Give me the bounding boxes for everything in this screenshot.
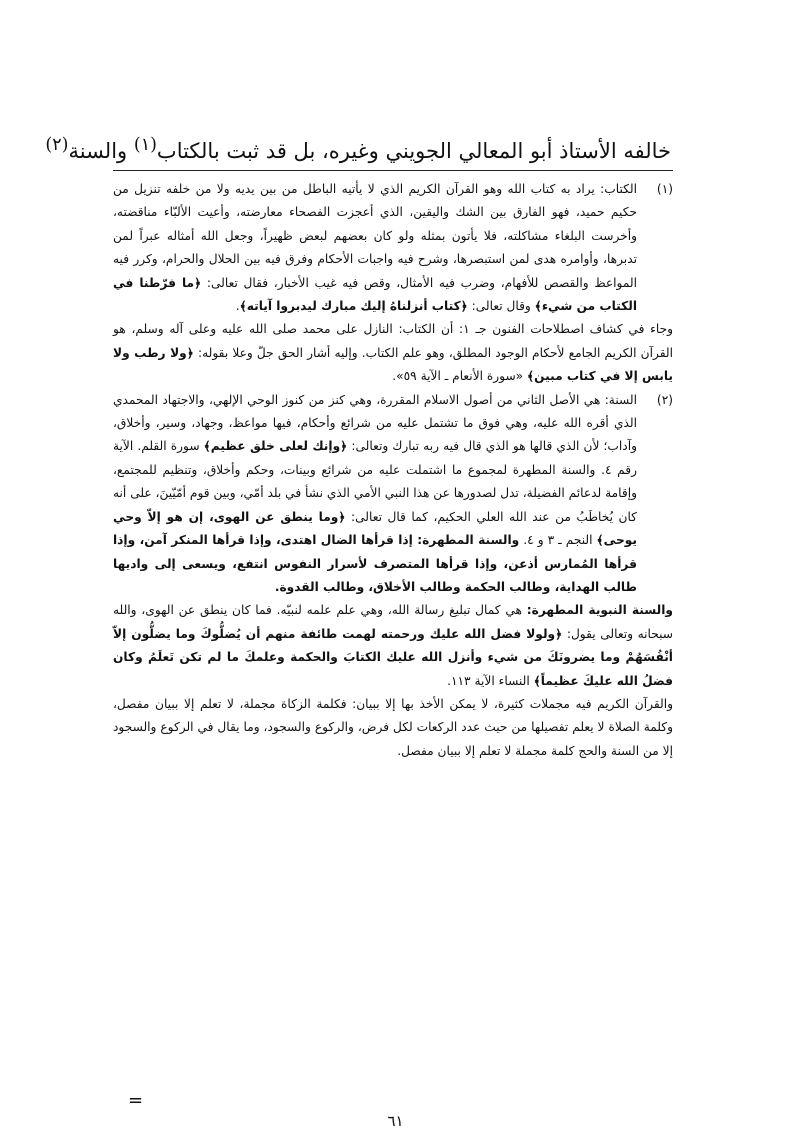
main-text-line <box>45 128 671 168</box>
quoted-text: ﴿ولا رطب ولا يابس إلا في كتاب مبين﴾ <box>113 345 673 384</box>
footnote-text: الكتاب: يراد به كتاب الله وهو القرآن الكريم الذي لا يأتيه الباطل من بين يديه ولا من خلفه تنزيل من حكيم حميد، فهو الفارق بين الشك واليقين، الذي أعجزت الفصحاء معارضته، وأعيت الألبّاء مناقضته، وأخرست البلغاء مشاكلته، فلا يأتون بمثله ولو كان بعضهم لبعض ظهيراً، وجعل الله أمثاله عبراً لمن تدبرها، وأوامره هدى لمن استبصرها، وشرح فيه واجبات الأحكام وفرق فيه بين الحلال والحرام، وكرر فيه المواعظ والقصص للأفهام، وضرب فيه الأمثال، وقص فيه غيب الأخبار، فقال تعالى: <box>113 182 638 290</box>
footnote-text: هي كمال تبليغ رسالة الله، وهي علم علمه لنبيّه. فما كان ينطق عن الهوى، والله سبحانه وتعالى يقول: <box>113 603 673 641</box>
footnote-1 <box>113 178 673 318</box>
footnote-text: النجم ـ ٣ و ٤. <box>519 533 597 548</box>
footnote-number: (١) <box>656 182 673 196</box>
footnote-text: «سورة الأنعام ـ الآية ٥٩». <box>392 369 528 384</box>
footnote-ref-1: (١) <box>133 135 157 155</box>
footnote-number: (٢) <box>656 392 673 407</box>
footnote-separator <box>113 170 673 171</box>
footnote-paragraph <box>113 318 673 388</box>
footnote-text: والقرآن الكريم فيه مجملات كثيرة، لا يمكن الأخذ بها إلا ببيان: فكلمة الزكاة مجملة، لا تعلم إلا ببيان مفصل، وكلمة الصلاة لا يعلم تفصيلها من حيث عدد الركعات لكل فرض، والركوع والسجود، وما يقال في الركوع والسجود إلا من السنة والحج كلمة مجملة لا تعلم إلا ببيان مفصل. <box>113 696 673 758</box>
footnote-text: . <box>235 299 240 314</box>
footnote-paragraph <box>113 693 673 763</box>
quoted-text: ﴿ما فرّطنا في الكتاب من شيء﴾ <box>113 275 637 314</box>
footnote-paragraph <box>113 599 673 693</box>
quoted-text: ﴿وإنك لعلى خلق عظيم﴾ <box>203 439 348 454</box>
footnote-text: السنة: هي الأصل الثاني من أصول الاسلام المقررة، وهي كنز من كنوز الوحي الإلهي، والاجتهاد المحمدي الذي أقره الله عليه، وهي فوق ما تشتمل عليه من شرائع وأحكام، فيها مواعظ، وجهاد، وسير، وأخلاق، وآداب؛ لأن الذي قالها هو الذي قال فيه ربه تبارك وتعالى: <box>113 392 637 454</box>
footnote-text: وقال تعالى: <box>467 299 535 314</box>
quoted-text: والسنة المطهرة: إذا قرأها الضال اهتدى، وإذا قرأها المنكر آمن، وإذا قرأها المُمارس أذعن، وإذا قرأها المتصرف لأسرار النفوس انتفع، ويسعى إلى واديها طالب الهداية، وطالب الحكمة وطالب الأخلاق، وطالب القدوة. <box>113 533 637 594</box>
quoted-text: ﴿ولولا فضل الله عليك ورحمته لهمت طائفة منهم أن يُضلُّوكَ وما يضلُّون إلاّ أنْفُسَهُمْ وما يضرونَكَ من شيء وأنزل الله عليك الكتابَ والحكمة وعلمكَ ما لم تكن تَعلَمُ وكان فضلُ الله عليكَ عظيماً﴾ <box>113 626 673 688</box>
footnote-ref-2: (٢) <box>45 135 69 155</box>
footnote-text: النساء الآية ١١٣. <box>447 673 534 688</box>
quoted-text: ﴿وما ينطق عن الهوى، إن هو إلاّ وحي يوحى﴾ <box>113 509 638 548</box>
footnotes <box>113 178 673 763</box>
footnote-text: وجاء في كشاف اصطلاحات الفنون جـ ١: أن الكتاب: النازل على محمد صلى الله عليه وعلى آله وسلم، هو القرآن الكريم الجامع لأحكام الوجود المطلق، وهو علم الكتاب. وإليه أشار الحق جلّ وعلا بقوله: <box>113 322 673 360</box>
continuation-mark: = <box>128 1090 144 1111</box>
quoted-text: ﴿كتاب أنزلناهُ إليك مبارك ليدبروا آياته﴾ <box>239 299 468 314</box>
footnote-text: سورة القلم. الآية رقم ٤. والسنة المطهرة لمجموع ما اشتملت عليه من شرائع وبينات، وحكم وأخلاق، وتنظيم للمجتمع، وإقامة لدعائم الفضيلة، تدل لصدورها عن هذا النبي الأمي الذي نشأ في بلد أمّي، وبين قوم أمّيّينَ، على أنه كان يُخاطَبُ من عند الله العلي الحكيم، كما قال تعالى: <box>113 439 637 524</box>
main-text: خالفه الأستاذ أبو المعالي الجويني وغيره، بل قد ثبت بالكتاب <box>156 139 671 163</box>
quoted-text: والسنة النبوية المطهرة: <box>526 603 674 618</box>
page-number: ٦١ <box>387 1112 404 1130</box>
main-text-conjunction: والسنة <box>68 139 134 163</box>
footnote-2 <box>113 389 673 600</box>
